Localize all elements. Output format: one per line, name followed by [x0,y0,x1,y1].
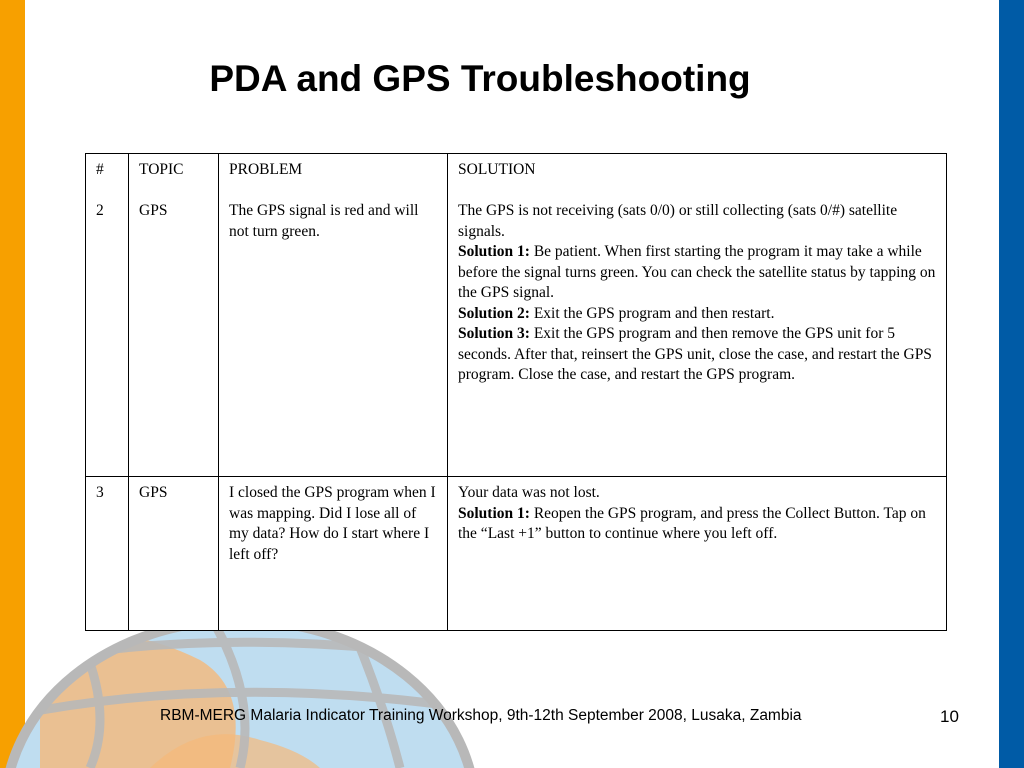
solution-label: Solution 2: [458,304,530,322]
header-solution: SOLUTION [458,161,536,178]
solution-intro: Your data was not lost. [458,484,600,501]
right-accent-bar [999,0,1024,768]
table-row [86,154,947,477]
solution-label: Solution 1: [458,243,530,260]
cell-problem [219,477,448,631]
table-row [86,477,947,631]
cell-solution [448,154,947,477]
solution-item [458,304,936,325]
page-number: 10 [940,707,959,726]
slide-title: PDA and GPS Troubleshooting [209,58,751,99]
footer-text: RBM-MERG Malaria Indicator Training Workshop, 9th-12th September 2008, Lusaka, Zambia [160,707,802,724]
solution-text: Reopen the GPS program, and press the Collect Button. Tap on the “Last +1” button to continue where you left off. [458,504,926,542]
row-problem: The GPS signal is red and will not turn green. [229,202,419,240]
cell-topic [129,477,219,631]
solution-intro: The GPS is not receiving (sats 0/0) or still collecting (sats 0/#) satellite signals. [458,202,898,240]
cell-number [86,154,129,477]
row-number: 3 [96,484,104,501]
solution-text: Exit the GPS program and then remove the GPS unit for 5 seconds. After that, reinsert the GPS unit, close the case, and restart the GPS program. Close the case, and restart the GPS program. [458,325,932,383]
row-topic: GPS [139,484,168,501]
solution-text: Be patient. When first starting the program it may take a while before the signal turns green. You can check the satellite status by tapping on the GPS signal. [458,243,936,301]
cell-number [86,477,129,631]
row-problem: I closed the GPS program when I was mapping. Did I lose all of my data? How do I start where I left off? [229,484,436,563]
row-number: 2 [96,202,104,219]
header-number: # [96,161,104,178]
troubleshooting-table [85,153,947,631]
cell-solution [448,477,947,631]
solution-label: Solution 1: [458,504,530,522]
cell-problem [219,154,448,477]
solution-item [458,242,936,304]
solution-item [458,324,936,386]
solution-text: Exit the GPS program and then restart. [529,304,775,322]
header-topic: TOPIC [139,161,184,178]
row-topic: GPS [139,202,168,219]
solution-item [458,504,936,545]
header-problem: PROBLEM [229,161,303,178]
solution-label: Solution 3: [458,325,530,342]
cell-topic [129,154,219,477]
